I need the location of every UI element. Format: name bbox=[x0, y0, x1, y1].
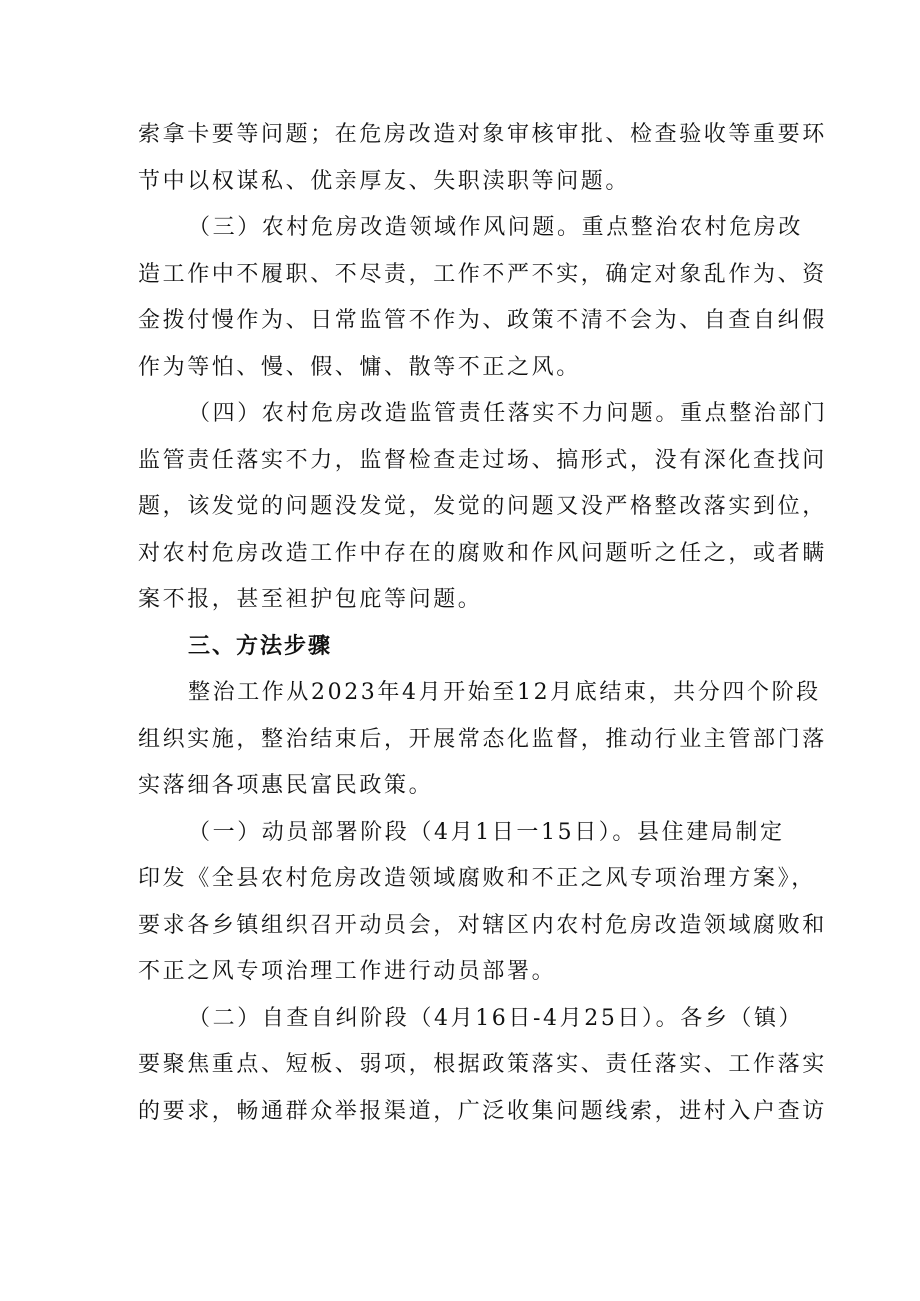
paragraph-line: （二）自查自纠阶段（4月16日-4月25日）。各乡（镇） bbox=[188, 1005, 804, 1031]
paragraph-line: 题，该发觉的问题没发觉，发觉的问题又没严格整改落实到位， bbox=[138, 494, 827, 519]
paragraph-line: 要聚焦重点、短板、弱项，根据政策落实、责任落实、工作落实 bbox=[138, 1052, 827, 1077]
paragraph-line: 要求各乡镇组织召开动员会，对辖区内农村危房改造领域腐败和 bbox=[138, 912, 827, 938]
paragraph-line: 的要求，畅通群众举报渠道，广泛收集问题线索，进村入户查访 bbox=[138, 1098, 827, 1124]
paragraph-line: 不正之风专项治理工作进行动员部署。 bbox=[138, 959, 557, 984]
paragraph-line: 对农村危房改造工作中存在的腐败和作风问题听之任之，或者瞒 bbox=[138, 540, 827, 566]
paragraph-line: 造工作中不履职、不尽责，工作不严不实，确定对象乱作为、资 bbox=[138, 261, 827, 287]
paragraph-line: （四）农村危房改造监管责任落实不力问题。重点整治部门 bbox=[188, 401, 828, 426]
paragraph-line: 案不报，甚至袒护包庇等问题。 bbox=[138, 587, 483, 612]
paragraph-line: 整治工作从2023年4月开始至12月底结束，共分四个阶段 bbox=[188, 680, 821, 705]
paragraph-line: （一）动员部署阶段（4月1日一15日）。县住建局制定 bbox=[188, 819, 785, 845]
paragraph-line: 金拨付慢作为、日常监管不作为、政策不清不会为、自查自纠假 bbox=[138, 308, 827, 333]
paragraph-line: 印发《全县农村危房改造领域腐败和不正之风专项治理方案》， bbox=[138, 866, 816, 891]
paragraph-line: 实落细各项惠民富民政策。 bbox=[138, 773, 434, 798]
paragraph-line: 节中以权谋私、优亲厚友、失职渎职等问题。 bbox=[138, 168, 631, 194]
paragraph-line: 监管责任落实不力，监督检查走过场、搞形式，没有深化查找问 bbox=[138, 447, 827, 473]
section-heading: 三、方法步骤 bbox=[188, 633, 333, 659]
paragraph-line: （三）农村危房改造领域作风问题。重点整治农村危房改 bbox=[188, 215, 804, 240]
paragraph-line: 索拿卡要等问题；在危房改造对象审核审批、检查验收等重要环 bbox=[138, 122, 827, 147]
paragraph-line: 作为等怕、慢、假、慵、散等不正之风。 bbox=[138, 354, 581, 380]
paragraph-line: 组织实施，整治结束后，开展常态化监督，推动行业主管部门落 bbox=[138, 726, 827, 752]
document-page bbox=[138, 112, 828, 1135]
